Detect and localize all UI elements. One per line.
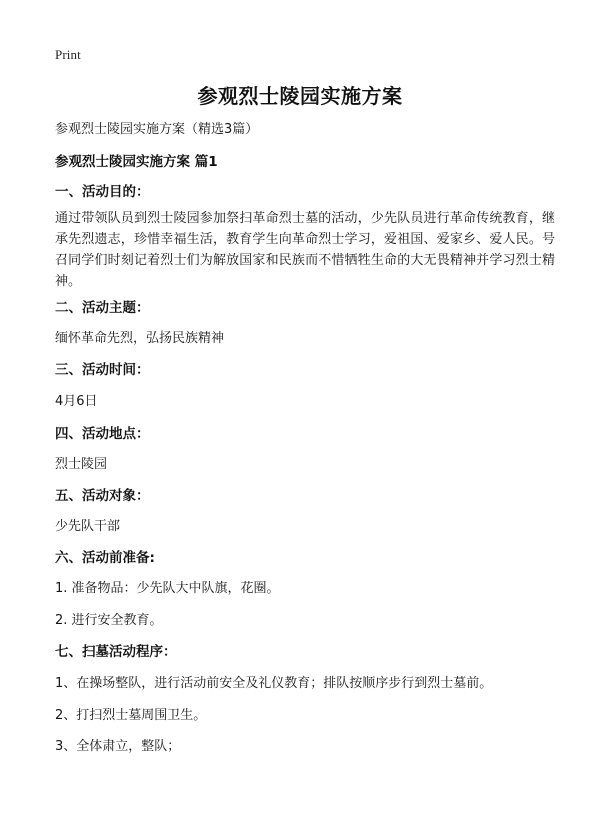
procedure-item-3: 3、全体肃立，整队； [55, 739, 181, 754]
theme-text: 缅怀革命先烈，弘扬民族精神 [55, 331, 225, 346]
participants-text: 少先队干部 [55, 519, 121, 534]
heading-theme: 二、活动主题： [55, 300, 150, 316]
heading-preparation: 六、活动前准备: [55, 550, 155, 566]
section-title: 参观烈士陵园实施方案 篇1 [55, 154, 218, 170]
heading-participants: 五、活动对象： [55, 488, 150, 504]
time-text: 4月6日 [55, 394, 98, 409]
heading-procedure: 七、扫墓活动程序： [55, 644, 177, 660]
document-subtitle: 参观烈士陵园实施方案（精选3篇） [55, 122, 259, 137]
procedure-item-2: 2、打扫烈士墓周围卫生。 [55, 708, 207, 723]
heading-location: 四、活动地点： [55, 426, 150, 442]
heading-purpose: 一、活动目的： [55, 184, 150, 200]
print-link[interactable]: Print [55, 47, 81, 62]
procedure-item-1: 1、在操场整队，进行活动前安全及礼仪教育；排队按顺序步行到烈士墓前。 [55, 676, 493, 691]
preparation-item-1: 1. 准备物品：少先队大中队旗，花圈。 [55, 581, 280, 596]
preparation-item-2: 2. 进行安全教育。 [55, 613, 163, 628]
document-title: 参观烈士陵园实施方案 [197, 84, 403, 108]
heading-time: 三、活动时间： [55, 362, 150, 378]
purpose-paragraph: 通过带领队员到烈士陵园参加祭扫革命烈士墓的活动，少先队员进行革命传统教育，继承先烈遗志，珍惜幸福生活，教育学生向革命烈士学习，爱祖国、爱家乡、爱人民。号召同学们时刻记着烈士们为解放国家和民族而不惜牺牲生命的大无畏精神并学习烈士精神。 [55, 211, 555, 289]
location-text: 烈士陵园 [55, 457, 108, 472]
